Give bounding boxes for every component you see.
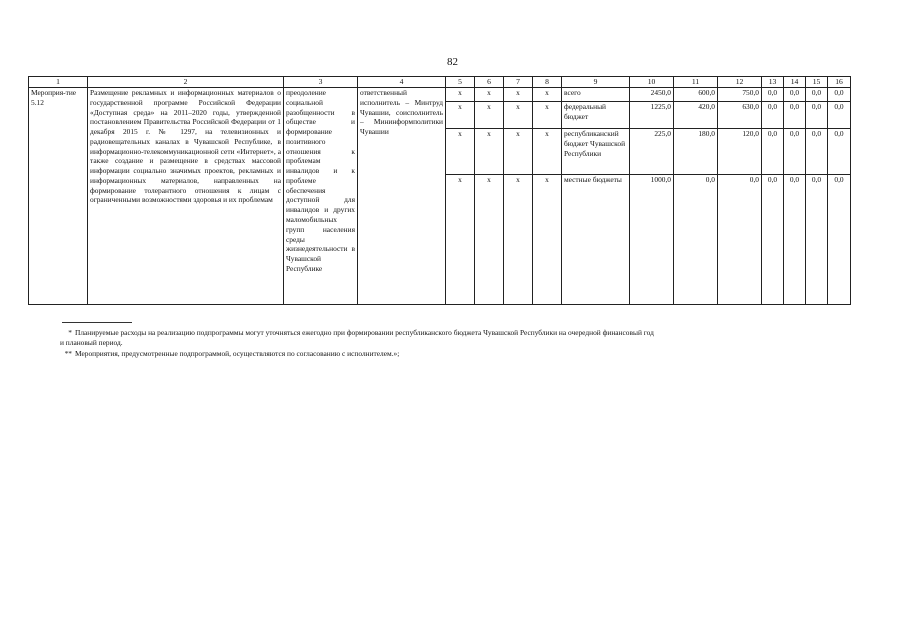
footnote-text: Планируемые расходы на реализацию подпрограммы могут уточняться ежегодно при формировании республиканского бюджета Чувашской Республики на очередной финансовый год — [75, 328, 654, 337]
cell-x: х — [504, 175, 533, 305]
value-cell: 0,0 — [674, 175, 718, 305]
value-cell: 2450,0 — [630, 88, 674, 102]
footnote-1-continuation: и плановый период. — [60, 338, 123, 348]
header-cell: 14 — [784, 77, 806, 88]
value-cell: 600,0 — [674, 88, 718, 102]
value-cell: 0,0 — [718, 175, 762, 305]
cell-x: х — [504, 88, 533, 102]
cell-x: х — [533, 175, 562, 305]
cell-x: х — [533, 102, 562, 129]
value-cell: 0,0 — [784, 88, 806, 102]
cell-x: х — [475, 88, 504, 102]
value-cell: 0,0 — [828, 102, 851, 129]
value-cell: 0,0 — [828, 175, 851, 305]
event-executor: ответственный исполнитель – Минтруд Чувашии, соисполнитель – Мининформполитики Чувашии — [358, 88, 446, 305]
cell-x: х — [475, 129, 504, 175]
cell-x: х — [475, 102, 504, 129]
value-cell: 0,0 — [784, 102, 806, 129]
header-cell: 3 — [284, 77, 358, 88]
header-cell: 9 — [562, 77, 630, 88]
value-cell: 0,0 — [762, 175, 784, 305]
footnotes — [60, 328, 850, 359]
page-number: 82 — [447, 56, 458, 68]
value-cell: 0,0 — [762, 129, 784, 175]
cell-x: х — [446, 129, 475, 175]
cell-x: х — [504, 129, 533, 175]
footnote-divider — [62, 322, 132, 323]
value-cell: 0,0 — [806, 88, 828, 102]
header-cell: 10 — [630, 77, 674, 88]
value-cell: 0,0 — [762, 102, 784, 129]
cell-x: х — [446, 88, 475, 102]
header-cell: 13 — [762, 77, 784, 88]
value-cell: 0,0 — [806, 175, 828, 305]
header-cell: 6 — [475, 77, 504, 88]
value-cell: 120,0 — [718, 129, 762, 175]
value-cell: 420,0 — [674, 102, 718, 129]
cell-x: х — [533, 88, 562, 102]
value-cell: 0,0 — [762, 88, 784, 102]
header-cell: 16 — [828, 77, 851, 88]
header-cell: 2 — [88, 77, 284, 88]
footnote-mark: ** — [64, 348, 72, 358]
header-cell: 7 — [504, 77, 533, 88]
header-cell: 15 — [806, 77, 828, 88]
cell-x: х — [504, 102, 533, 129]
cell-x: х — [475, 175, 504, 305]
header-cell: 8 — [533, 77, 562, 88]
header-cell: 4 — [358, 77, 446, 88]
table-row — [29, 88, 851, 102]
value-cell: 180,0 — [674, 129, 718, 175]
footnote-2 — [60, 349, 850, 359]
value-cell: 750,0 — [718, 88, 762, 102]
value-cell: 0,0 — [784, 129, 806, 175]
cell-x: х — [533, 129, 562, 175]
footnote-mark: * — [68, 328, 72, 337]
event-description: Размещение рекламных и информационных материалов о государственной программе Российской Федерации «Доступная среда» на 2011–2020 годы, утвержденной постановлением Правительства Российской Федерации от 1 декабря 2015 г. № 1297, на телевизионных и радиовещательных каналах в Чувашской Республике, в информационно-телекоммуникационной сети «Интернет», а также создание и размещение в средствах массовой информации социально значимых проектов, рекламных и информационных материалов, направленных на формирование толерантного отношения к лицам с ограниченными возможностями здоровья и их проблемам — [88, 88, 284, 305]
cell-x: х — [446, 175, 475, 305]
value-cell: 1225,0 — [630, 102, 674, 129]
funding-source: республиканский бюджет Чувашской Республики — [562, 129, 630, 175]
funding-source: всего — [562, 88, 630, 102]
funding-source: федеральный бюджет — [562, 102, 630, 129]
value-cell: 0,0 — [828, 88, 851, 102]
footnote-text: Мероприятия, предусмотренные подпрограммой, осуществляются по согласованию с исполнителем.»; — [75, 348, 400, 358]
program-table — [28, 76, 851, 305]
event-goal: преодоление социальной разобщенности в обществе и формирование позитивного отношения к проблемам инвалидов и к проблеме обеспечения доступной для инвалидов и других маломобильных групп населения среды жизнедеятельности в Чувашской Республике — [284, 88, 358, 305]
funding-source: местные бюджеты — [562, 175, 630, 305]
value-cell: 1000,0 — [630, 175, 674, 305]
footnote-1 — [60, 328, 850, 338]
header-cell: 12 — [718, 77, 762, 88]
header-cell: 11 — [674, 77, 718, 88]
header-cell: 5 — [446, 77, 475, 88]
value-cell: 0,0 — [806, 129, 828, 175]
header-row — [29, 77, 851, 88]
event-name: Мероприя-тие 5.12 — [29, 88, 88, 305]
header-cell: 1 — [29, 77, 88, 88]
value-cell: 225,0 — [630, 129, 674, 175]
cell-x: х — [446, 102, 475, 129]
value-cell: 630,0 — [718, 102, 762, 129]
value-cell: 0,0 — [828, 129, 851, 175]
value-cell: 0,0 — [784, 175, 806, 305]
value-cell: 0,0 — [806, 102, 828, 129]
